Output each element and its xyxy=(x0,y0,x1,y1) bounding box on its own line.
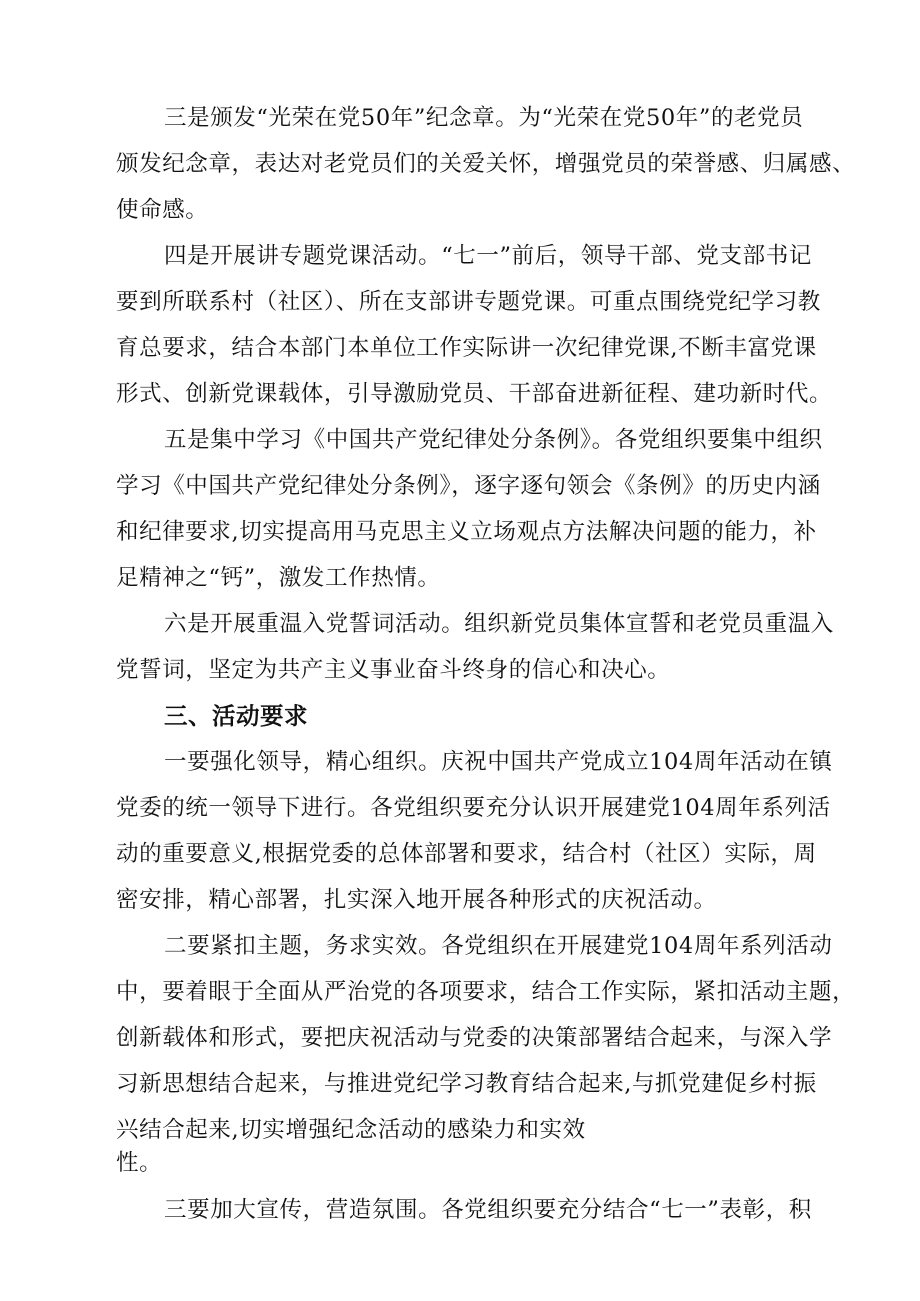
text-line: 二要紧扣主题，务求实效。各党组织在开展建党104周年系列活动 xyxy=(164,933,833,959)
text-line: 和纪律要求,切实提高用马克思主义立场观点方法解决问题的能力，补 xyxy=(116,519,817,545)
text-line: 五是集中学习《中国共产党纪律处分条例》。各党组织要集中组织 xyxy=(164,427,823,453)
section-heading: 三、活动要求 xyxy=(164,702,308,730)
text-line: 习新思想结合起来，与推进党纪学习教育结合起来,与抓党建促乡村振 xyxy=(116,1071,817,1097)
text-line: 三是颁发“光荣在党50年”纪念章。为“光荣在党50年”的老党员 xyxy=(164,105,804,131)
text-line: 一要强化领导，精心组织。庆祝中国共产党成立104周年活动在镇 xyxy=(164,749,833,775)
text-line: 党委的统一领导下进行。各党组织要充分认识开展建党104周年系列活 xyxy=(116,795,831,821)
text-line: 颁发纪念章，表达对老党员们的关爱关怀，增强党员的荣誉感、归属感、 xyxy=(116,151,856,177)
text-line: 四是开展讲专题党课活动。“七一”前后，领导干部、党支部书记 xyxy=(164,243,812,269)
text-line: 三要加大宣传，营造氛围。各党组织要充分结合“七一”表彰，积 xyxy=(164,1197,812,1223)
text-line: 学习《中国共产党纪律处分条例》，逐字逐句领会《条例》的历史内涵 xyxy=(116,473,821,499)
text-line: 性。 xyxy=(116,1150,163,1176)
text-line: 要到所联系村（社区）、所在支部讲专题党课。可重点围绕党纪学习教 xyxy=(116,289,821,315)
text-line: 形式、创新党课载体，引导激励党员、干部奋进新征程、建功新时代。 xyxy=(116,381,833,407)
text-line: 兴结合起来,切实增强纪念活动的感染力和实效 xyxy=(116,1117,586,1143)
text-line: 中，要着眼于全面从严治党的各项要求，结合工作实际，紧扣活动主题， xyxy=(116,979,856,1005)
text-line: 党誓词，坚定为共产主义事业奋斗终身的信心和决心。 xyxy=(116,657,671,683)
text-line: 密安排，精心部署，扎实深入地开展各种形式的庆祝活动。 xyxy=(116,887,717,913)
text-line: 创新载体和形式，要把庆祝活动与党委的决策部署结合起来，与深入学 xyxy=(116,1025,833,1051)
text-line: 动的重要意义,根据党委的总体部署和要求，结合村（社区）实际，周 xyxy=(116,841,817,867)
text-line: 使命感。 xyxy=(116,197,209,223)
text-line: 足精神之“钙”，激发工作热情。 xyxy=(116,565,441,591)
text-line: 育总要求，结合本部门本单位工作实际讲一次纪律党课,不断丰富党课 xyxy=(116,335,817,361)
text-line: 六是开展重温入党誓词活动。组织新党员集体宣誓和老党员重温入 xyxy=(164,611,834,637)
